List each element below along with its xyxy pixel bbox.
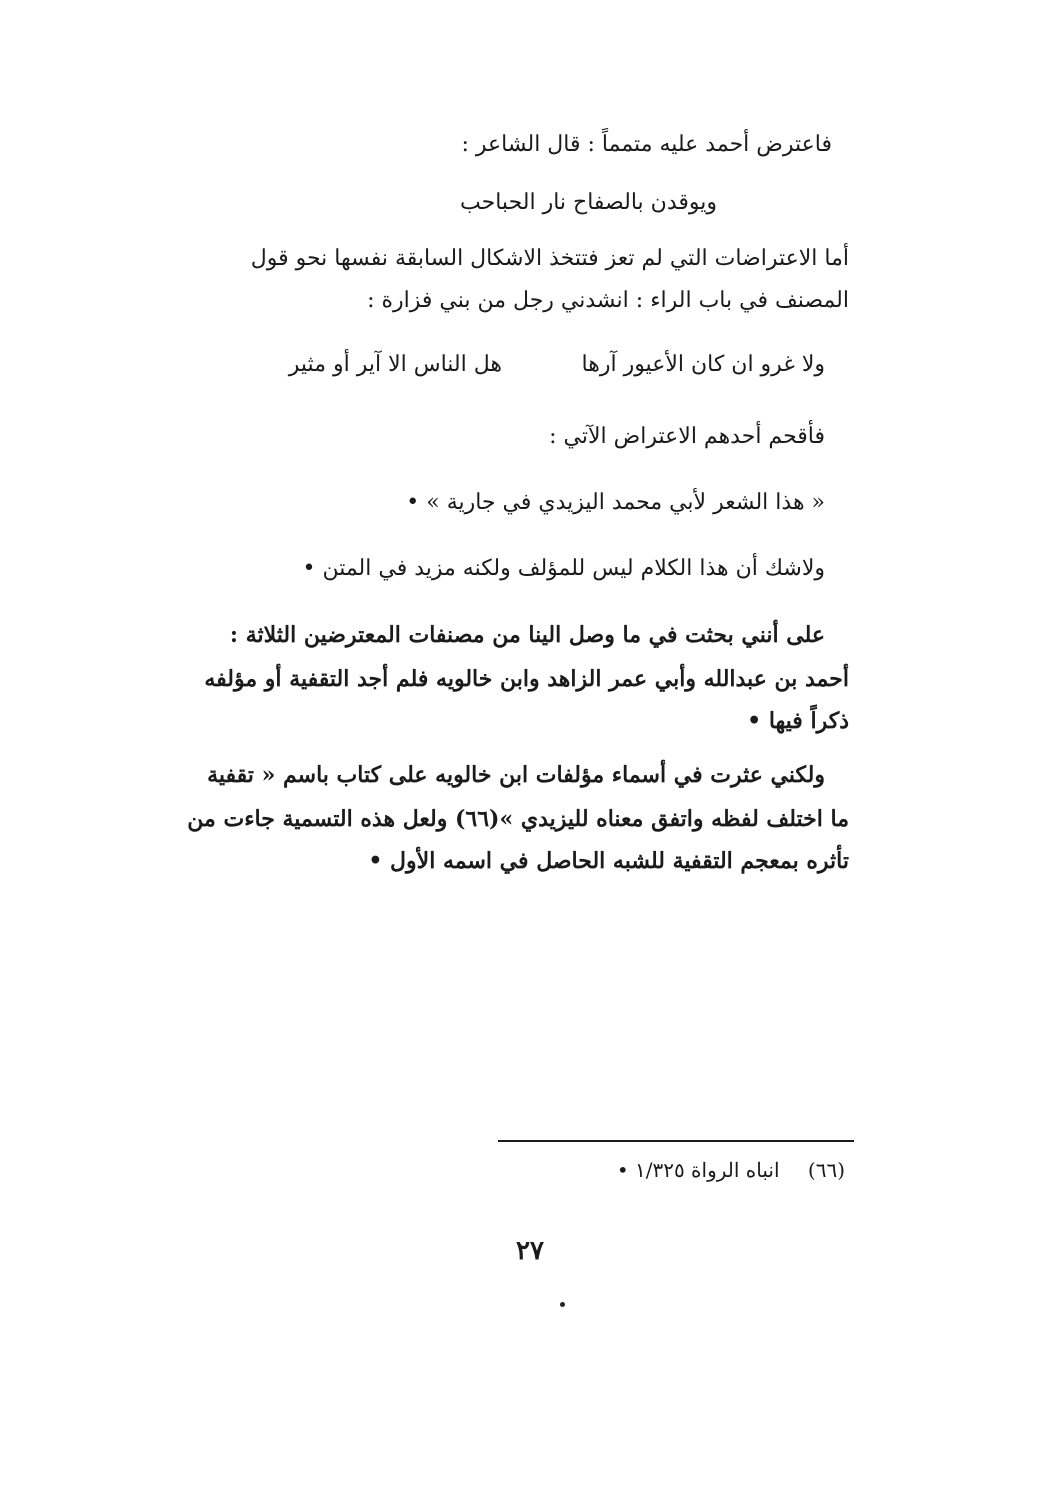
text-line-paragraph-3c: تأثره بمعجم التقفية للشبه الحاصل في اسمه الأول • bbox=[368, 848, 849, 874]
text-line-paragraph-1b: المصنف في باب الراء : انشدني رجل من بني فزارة : bbox=[367, 288, 849, 313]
text-line-paragraph-1a: أما الاعتراضات التي لم تعز فتتخذ الاشكال السابقة نفسها نحو قول bbox=[250, 246, 849, 271]
page-number: ٢٧ bbox=[516, 1236, 544, 1266]
scan-speck bbox=[560, 1302, 565, 1307]
text-line-paragraph-2a: على أنني بحثت في ما وصل الينا من مصنفات المعترضين الثلاثة : bbox=[229, 622, 825, 648]
text-line-quote: « هذا الشعر لأبي محمد اليزيدي في جارية » • bbox=[406, 490, 825, 515]
text-line-verse-quote: ويوقدن بالصفاح نار الحباحب bbox=[460, 190, 717, 215]
footnote bbox=[617, 1156, 845, 1184]
text-line-comment: ولاشك أن هذا الكلام ليس للمؤلف ولكنه مزيد في المتن • bbox=[302, 556, 825, 581]
footnote-number: (٦٦) bbox=[807, 1158, 845, 1182]
text-line-paragraph-3a: ولكني عثرت في أسماء مؤلفات ابن خالويه على كتاب باسم « تقفية bbox=[207, 762, 825, 788]
footnote-text: انباه الرواة ١/٣٢٥ • bbox=[616, 1158, 780, 1182]
text-line-paragraph-3b: ما اختلف لفظه واتفق معناه لليزيدي »(٦٦) ولعل هذه التسمية جاءت من bbox=[187, 806, 849, 832]
text-line-paragraph-2c: ذكراً فيها • bbox=[747, 708, 849, 734]
footnote-rule bbox=[498, 1140, 854, 1142]
text-line-insertion: فأقحم أحدهم الاعتراض الآتي : bbox=[549, 424, 825, 449]
verse-second-hemistich: هل الناس الا آير أو مثير bbox=[288, 352, 502, 377]
text-line-paragraph-2b: أحمد بن عبدالله وأبي عمر الزاهد وابن خالويه فلم أجد التقفية أو مؤلفه bbox=[204, 666, 849, 692]
text-line-intro: فاعترض أحمد عليه متمماً : قال الشاعر : bbox=[461, 132, 832, 157]
verse-first-hemistich: ولا غرو ان كان الأعيور آرها bbox=[581, 352, 825, 377]
